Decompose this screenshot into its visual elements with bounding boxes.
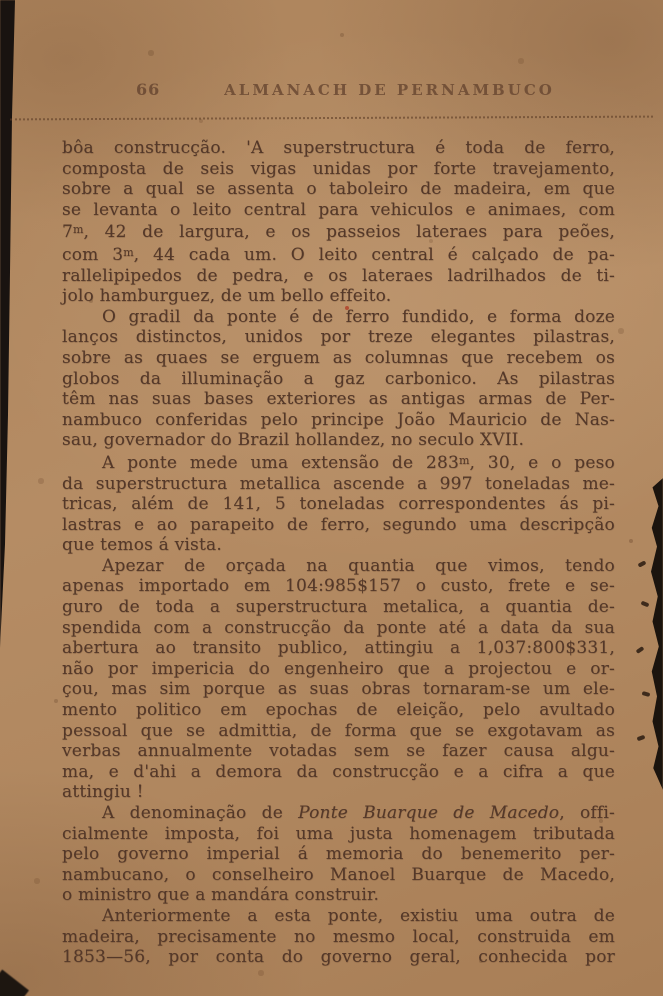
scan-edge-corner <box>0 970 29 996</box>
text-line <box>62 286 615 307</box>
superscript-text: m <box>459 453 470 467</box>
text-line <box>62 885 615 906</box>
text-line <box>62 348 615 369</box>
text-line <box>62 494 615 515</box>
text-segment: globos da illuminação a gaz carbonico. As pilastras <box>62 368 615 389</box>
text-segment: jolo hamburguez, de um bello effeito. <box>62 286 392 307</box>
text-segment: apenas importado em 104:985$157 o custo, frete e se- <box>62 576 615 597</box>
paragraph <box>62 138 615 307</box>
text-line <box>62 474 615 495</box>
text-line <box>62 389 615 410</box>
text-segment: A ponte mede uma extensão de 283 <box>102 452 460 473</box>
text-segment: Anteriormente a esta ponte, existiu uma outra de <box>102 905 615 926</box>
paragraph <box>62 451 615 556</box>
text-segment: madeira, precisamente no mesmo local, construida em <box>62 926 615 947</box>
text-line <box>62 179 615 200</box>
text-segment: lanços distinctos, unidos por treze elegantes pilastras, <box>62 327 615 348</box>
text-segment: verbas annualmente votadas sem se fazer causa algu- <box>62 741 615 762</box>
text-line <box>62 659 615 680</box>
paragraph <box>62 803 615 906</box>
text-line <box>62 515 615 536</box>
text-line <box>62 410 615 431</box>
text-line <box>62 844 615 865</box>
text-segment: spendida com a construcção da ponte até a data da sua <box>62 617 615 638</box>
text-segment: O gradil da ponte é de ferro fundido, e forma doze <box>102 306 615 327</box>
superscript-text: m <box>73 223 84 237</box>
text-line <box>62 947 615 968</box>
text-line <box>62 307 615 328</box>
text-segment: attingiu ! <box>62 782 144 803</box>
text-line <box>62 824 615 845</box>
page-number: 66 <box>136 80 161 99</box>
text-segment: sau, governador do Brazil hollandez, no seculo XVII. <box>62 430 525 451</box>
text-segment: cialmente imposta, foi uma justa homenagem tributada <box>62 823 615 844</box>
superscript-text: m <box>123 245 134 259</box>
text-segment: mento politico em epochas de eleição, pelo avultado <box>62 700 615 721</box>
ink-stain <box>637 735 646 741</box>
text-line <box>62 782 615 803</box>
ink-stain <box>638 560 647 567</box>
paragraph <box>62 556 615 803</box>
text-segment: se levanta o leito central para vehiculos e animaes, com <box>62 199 615 220</box>
text-segment: 7 <box>62 222 74 243</box>
text-segment: o ministro que a mandára construir. <box>62 885 380 906</box>
text-line <box>62 451 615 474</box>
text-segment: têm nas suas bases exteriores as antigas armas de Per- <box>62 389 615 410</box>
text-segment: não por impericia do engenheiro que a projectou e or- <box>62 658 615 679</box>
text-line <box>62 327 615 348</box>
text-line <box>62 741 615 762</box>
text-line <box>62 266 615 287</box>
text-line <box>62 576 615 597</box>
text-segment: guro de toda a superstructura metalica, a quantia de- <box>62 597 615 618</box>
text-line <box>62 865 615 886</box>
ink-stain <box>636 646 645 654</box>
text-line <box>62 762 615 783</box>
text-line <box>62 927 615 948</box>
text-segment: sobre a qual se assenta o taboleiro de madeira, em que <box>62 179 615 200</box>
text-segment: , 30, e o peso <box>469 452 615 473</box>
text-segment: da superstructura metallica ascende a 997 toneladas me- <box>62 473 615 494</box>
text-line <box>62 679 615 700</box>
text-segment: Apezar de orçada na quantia que vimos, tendo <box>102 555 615 576</box>
paragraph <box>62 307 615 451</box>
text-segment: nambucano, o conselheiro Manoel Buarque de Macedo, <box>62 864 615 885</box>
text-line <box>62 556 615 577</box>
scan-edge-right <box>648 478 663 790</box>
text-line <box>62 430 615 451</box>
text-segment: nambuco conferidas pelo principe João Mauricio de Nas- <box>62 409 615 430</box>
journal-title: ALMANACH DE PERNAMBUCO <box>224 81 555 99</box>
text-segment: que temos á vista. <box>62 535 222 556</box>
text-segment: , 42 de largura, e os passeios lateraes para peões, <box>83 222 615 243</box>
text-line <box>62 721 615 742</box>
text-line <box>62 618 615 639</box>
text-segment: pelo governo imperial á memoria do benemerito per- <box>62 844 615 865</box>
text-line <box>62 906 615 927</box>
text-line <box>62 138 615 159</box>
text-line <box>62 243 615 266</box>
text-line <box>62 159 615 180</box>
text-segment: com 3 <box>62 244 124 265</box>
text-line <box>62 803 615 824</box>
text-segment: composta de seis vigas unidas por forte travejamento, <box>62 158 615 179</box>
text-line <box>62 535 615 556</box>
text-line <box>62 220 615 243</box>
text-segment: abertura ao transito publico, attingiu a 1,037:800$331, <box>62 638 615 659</box>
header-divider-rule <box>10 109 653 121</box>
text-segment: pessoal que se admittia, de forma que se exgotavam as <box>62 720 615 741</box>
text-line <box>62 369 615 390</box>
ink-stain <box>642 691 651 697</box>
paragraph <box>62 906 615 968</box>
text-segment: , 44 cada um. O leito central é calçado de pa- <box>133 244 615 265</box>
text-segment: ma, e d'ahi a demora da construcção e a cifra a que <box>62 761 615 782</box>
text-segment: lastras e ao parapeito de ferro, segundo uma descripção <box>62 514 615 535</box>
italic-text: Ponte Buarque de Macedo <box>298 803 560 823</box>
scan-edge-left <box>0 0 16 648</box>
text-line <box>62 638 615 659</box>
ink-stain <box>641 601 650 608</box>
text-segment: , offi- <box>559 803 615 823</box>
text-segment: rallelipipedos de pedra, e os lateraes ladrilhados de ti- <box>62 265 615 286</box>
text-segment: tricas, além de 141, 5 toneladas correspondentes ás pi- <box>62 494 615 515</box>
text-line <box>62 597 615 618</box>
text-segment: bôa construcção. 'A superstructura é toda de ferro, <box>62 138 615 158</box>
text-segment: çou, mas sim porque as suas obras tornaram-se um ele- <box>62 679 615 700</box>
text-segment: sobre as quaes se erguem as columnas que recebem os <box>62 347 615 368</box>
paper-specks <box>0 0 2 2</box>
text-segment: A denominação de <box>102 803 299 823</box>
text-line <box>62 700 615 721</box>
body-text <box>62 138 615 968</box>
text-segment: 1853—56, por conta do governo geral, conhecida por <box>62 947 615 968</box>
text-line <box>62 200 615 221</box>
